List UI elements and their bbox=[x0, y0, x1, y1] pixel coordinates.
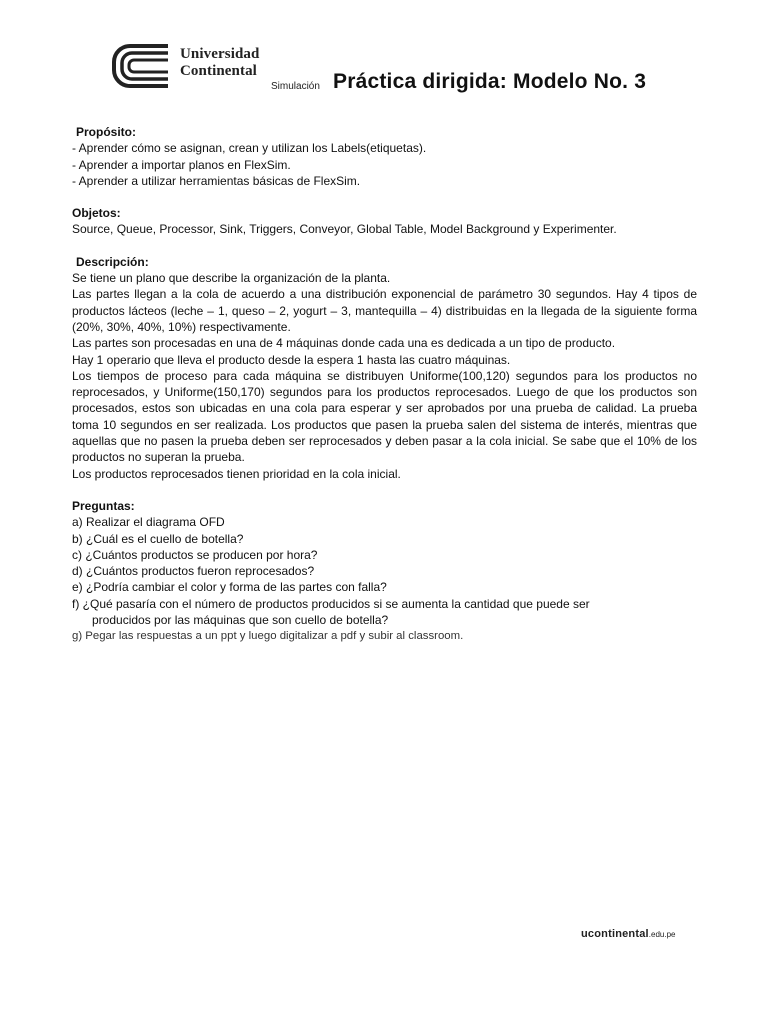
proposito-item: - Aprender cómo se asignan, crean y utilizan los Labels(etiquetas). bbox=[72, 141, 427, 156]
objetos-heading: Objetos: bbox=[72, 206, 121, 221]
question-item: e) ¿Podría cambiar el color y forma de las partes con falla? bbox=[72, 580, 387, 595]
descripcion-paragraph: Las partes son procesadas en una de 4 máquinas donde cada una es dedicada a un tipo de producto. bbox=[72, 336, 616, 351]
proposito-heading: Propósito: bbox=[76, 125, 136, 139]
proposito-item: - Aprender a utilizar herramientas básicas de FlexSim. bbox=[72, 173, 361, 188]
preguntas-heading: Preguntas: bbox=[72, 498, 135, 513]
university-logo-icon bbox=[112, 42, 172, 90]
question-item: d) ¿Cuántos productos fueron reprocesados? bbox=[72, 564, 315, 579]
descripcion-paragraph: Los productos reprocesados tienen prioridad en la cola inicial. bbox=[72, 466, 401, 481]
question-item: g) Pegar las respuestas a un ppt y luego digitalizar a pdf y subir al classroom. bbox=[72, 630, 464, 643]
footer-url-suffix: .edu.pe bbox=[648, 930, 676, 939]
document-body bbox=[72, 124, 697, 645]
course-name: Simulación bbox=[271, 81, 320, 92]
university-line-1: Universidad bbox=[180, 46, 260, 62]
proposito-item: - Aprender a importar planos en FlexSim. bbox=[72, 157, 291, 172]
descripcion-paragraph: Se tiene un plano que describe la organización de la planta. bbox=[72, 271, 391, 286]
university-line-2: Continental bbox=[180, 63, 257, 79]
footer-url-main: ucontinental bbox=[581, 928, 649, 940]
question-item: a) Realizar el diagrama OFD bbox=[72, 515, 225, 530]
descripcion-paragraph: Las partes llegan a la cola de acuerdo a una distribución exponencial de parámetro 30 segundos. Hay 4 tipos de productos lácteos (leche – 1, queso – 2, yogurt – 3, mantequilla – 4) distribuidas en la llegada de la siguiente forma (20%, 30%, 40%, 10%) respectivamente. bbox=[72, 287, 697, 334]
question-item: c) ¿Cuántos productos se producen por hora? bbox=[72, 547, 318, 562]
descripcion-paragraph: Los tiempos de proceso para cada máquina se distribuyen Uniforme(100,120) segundos para los productos no reprocesados, y Uniforme(150,170) segundos para los productos reprocesados. Luego de que los productos son procesados, estos son ubicadas en una cola para esperar y ser aprobados por una prueba de calidad. La prueba toma 10 segundos en ser realizada. Los productos que pasen la prueba salen del sistema de interés, mientras que aquellas que no pasen la prueba deben ser reprocesados y deben pasar a la cola inicial. Se sabe que el 10% de los productos no superan la prueba. bbox=[72, 368, 697, 465]
page-title: Práctica dirigida: Modelo No. 3 bbox=[333, 70, 647, 93]
question-item: f) ¿Qué pasaría con el número de productos producidos si se aumenta la cantidad que puede ser bbox=[72, 596, 590, 611]
descripcion-paragraph: Hay 1 operario que lleva el producto desde la espera 1 hasta las cuatro máquinas. bbox=[72, 352, 511, 367]
descripcion-heading: Descripción: bbox=[76, 254, 149, 269]
question-item-continuation: producidos por las máquinas que son cuello de botella? bbox=[92, 613, 389, 628]
university-name bbox=[180, 46, 259, 80]
footer-website bbox=[581, 928, 676, 940]
objetos-text: Source, Queue, Processor, Sink, Triggers, Conveyor, Global Table, Model Background y Experimenter. bbox=[72, 222, 617, 237]
question-item: b) ¿Cuál es el cuello de botella? bbox=[72, 531, 244, 546]
